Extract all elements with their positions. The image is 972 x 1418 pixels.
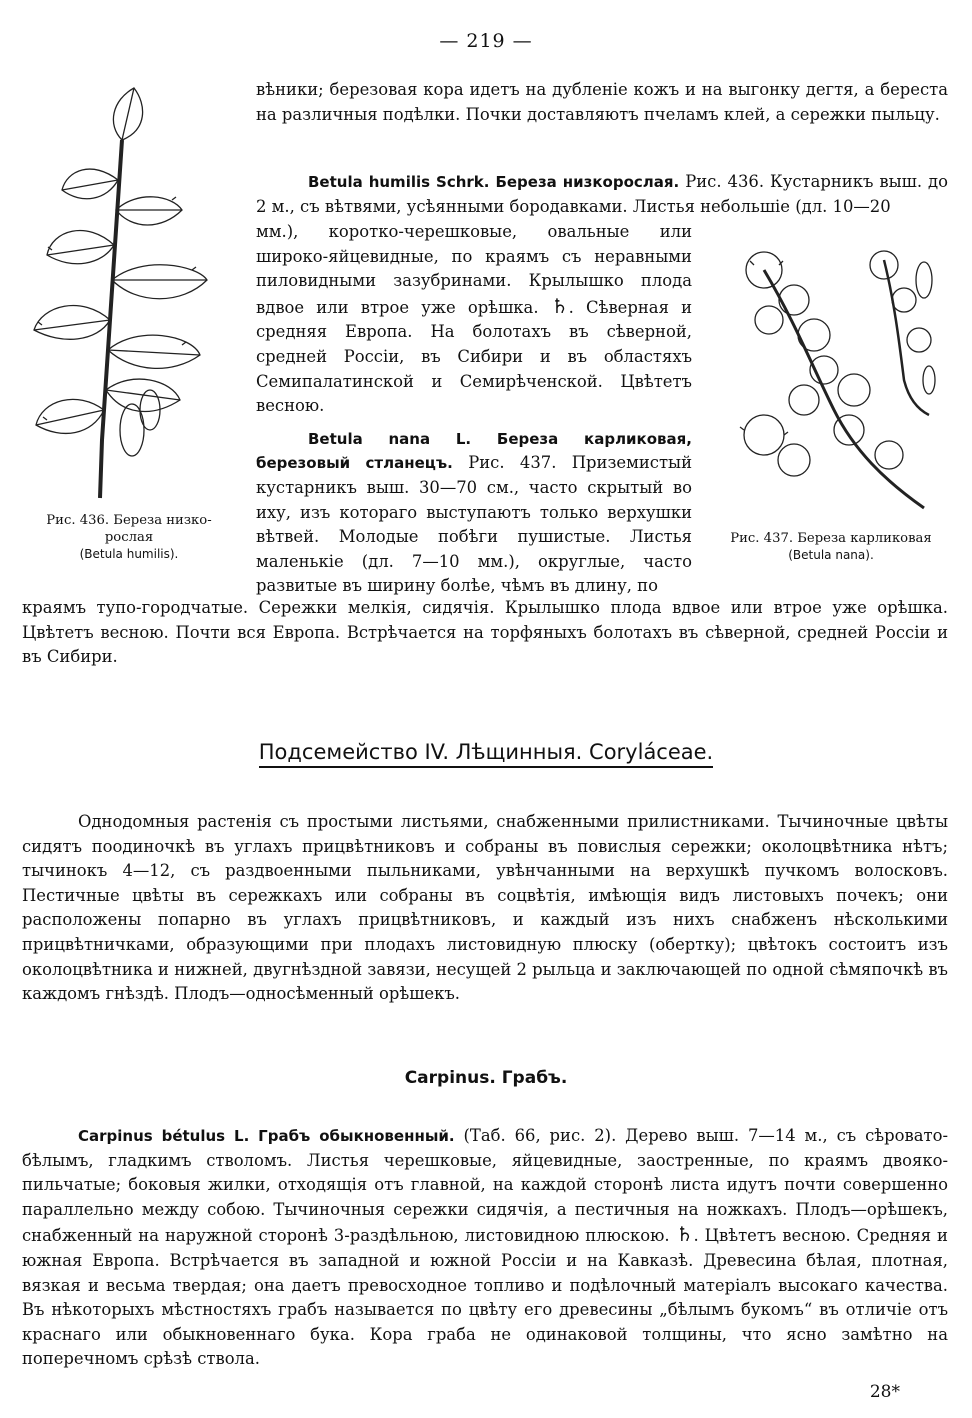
nana-paragraph-narrow bbox=[256, 427, 692, 599]
species-text: Рис. 436. Кустарникъ выш. до 2 м., съ вѣтвями, усѣянными бородавками. Листья небольшіе (дл. 10—20 bbox=[256, 172, 948, 216]
species-text: (Таб. 66, рис. 2). Дерево выш. 7—14 м., съ сѣровато-бѣлымъ, гладкимъ стволомъ. Листья черешковые, яйцевидные, заостренные, по краямъ двояко-пильчатые; боковыя жилки, отходящія отъ главной, на каждой сторонѣ листа идутъ почти совершенно параллельно между собою. Тычиночныя сережки сидячія, а пестичныя на ножкахъ. Плодъ—орѣшекъ, снабженный на наружной сторонѣ 3-раздѣльною, листовидною плюскою. bbox=[22, 1126, 949, 1246]
nana-paragraph-full: краямъ тупо-городчатые. Сережки мелкія, сидячія. Крылышко плода вдвое или втрое уже орѣшка. Цвѣтетъ весною. Почти вся Европа. Встрѣчается на торфяныхъ болотахъ въ сѣверной, средней Россіи и въ Сибири. bbox=[22, 598, 948, 667]
perennial-symbol: ♄ bbox=[675, 1222, 694, 1247]
caption-line: рослая bbox=[104, 530, 154, 545]
humilis-paragraph-full bbox=[256, 170, 948, 219]
intro-paragraph: вѣники; березовая кора идетъ на дубленіе кожъ и на выгонку дегтя, а береста на различныя подѣлки. Почки доставляютъ пчеламъ клей, а сережки пыльцу. bbox=[256, 80, 948, 124]
narrow-column bbox=[256, 220, 692, 599]
species-name: Betula humilis Schrk. Береза низкорослая. bbox=[308, 173, 680, 191]
caption-line: Рис. 436. Береза низко- bbox=[46, 513, 212, 528]
heading-underline bbox=[259, 740, 714, 768]
figure-437-illustration bbox=[724, 240, 956, 520]
caption-latin: (Betula humilis). bbox=[79, 547, 179, 561]
page-number: — 219 — bbox=[439, 30, 533, 52]
figure-437-caption bbox=[706, 530, 956, 564]
heading-latin: Coryláceae. bbox=[589, 740, 713, 768]
subfamily-description: Однодомныя растенія съ простыми листьями, снабженными прилистниками. Тычиночные цвѣты сидятъ поодиночкѣ въ углахъ прицвѣтниковъ и собраны въ повислыя сережки; околоцвѣтника нѣтъ; тычинокъ 4—12, съ раздвоенными пыльниками, увѣнчанными на верхушкѣ пучкомъ волосковъ. Пестичные цвѣты въ сережкахъ или собраны въ соцвѣтія, имѣющія видъ листовыхъ почекъ; они расположены попарно въ углахъ прицвѣтниковъ, и каждый изъ нихъ снабженъ нѣсколькими прицвѣтничками, образующими при плодахъ листовидную плюску (обертку); цвѣтокъ состоитъ изъ околоцвѣтника и нижней, двугнѣздной завязи, несущей 2 рыльца и заключающей по одной сѣмяпочкѣ въ каждомъ гнѣздѣ. Плодъ—односѣменный орѣшекъ. bbox=[22, 812, 948, 1004]
species-text: Рис. 437. Приземистый кустарникъ выш. 30—70 см., часто скрытый во иху, изъ котораго выступаютъ только верхушки вѣтвей. Молодые побѣги пушистые. Листья маленькіе (дл. 7—10 мм.), округлые, часто развитые въ ширину болѣе, чѣмъ въ длину, по bbox=[256, 453, 692, 596]
species-text: . Цвѣтетъ весною. Средняя и южная Европа. Встрѣчается въ западной и южной Россіи и на Кавказѣ. Древесина бѣлая, плотная, вязкая и весьма твердая; она даетъ превосходное топливо и подѣлочный матеріалъ высокаго качества. Въ нѣкоторыхъ мѣстностяхъ грабъ называется по цвѣту его древесины „бѣлымъ букомъ“ въ отличіе отъ краснаго или обыкновеннаго бука. Кора граба не одинаковой толщины, что ясно замѣтно на поперечномъ срѣзѣ ствола. bbox=[22, 1226, 948, 1369]
species-name: Carpinus bétulus L. Грабъ обыкновенный. bbox=[78, 1127, 455, 1145]
species-text: . Сѣверная и средняя Европа. На болотахъ въ сѣверной, средней Россіи, въ Сибири и въ областяхъ Семипалатинской и Семирѣченской. Цвѣтетъ весною. bbox=[256, 297, 693, 416]
humilis-paragraph-narrow bbox=[256, 220, 692, 419]
subfamily-heading bbox=[0, 740, 972, 764]
genus-heading: Carpinus. Грабъ. bbox=[404, 1068, 568, 1088]
perennial-symbol: ♄ bbox=[550, 293, 569, 318]
heading-text: Подсемейство IV. Лѣщинныя. bbox=[259, 740, 583, 768]
species-text: мм.), коротко-черешковые, овальные или широко-яйцевидные, по краямъ съ неравными пиловидными зазубринами. Крылышко плода вдвое или втрое уже орѣшка. bbox=[256, 222, 692, 317]
figure-436-caption bbox=[14, 512, 244, 563]
species-name: Betula nana L. Береза карликовая, березовый стланецъ. bbox=[256, 429, 692, 473]
caption-line: Рис. 437. Береза карликовая bbox=[730, 531, 932, 546]
sheet-signature: 28* bbox=[869, 1382, 900, 1402]
figure-436-illustration bbox=[22, 80, 244, 500]
caption-latin: (Betula nana). bbox=[788, 548, 874, 562]
carpinus-paragraph bbox=[22, 1124, 948, 1372]
